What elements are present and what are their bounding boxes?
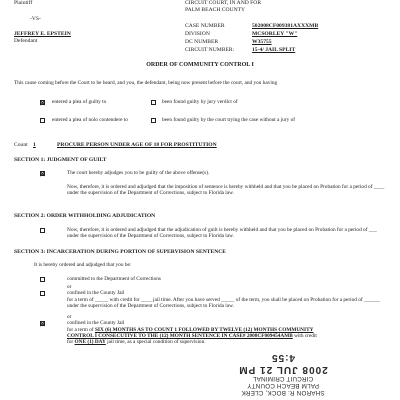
circuit-number-label: CIRCUIT NUMBER:: [185, 47, 235, 53]
defendant-name: JEFFREY E. EPSTEIN: [14, 31, 71, 37]
section-1-paragraph: Now, therefore, it is ordered and adjudged that the imposition of sentence is hereby withheld and that you be placed on Probation for a period of ____ under the supervision of the Department of Corrections, subject to Florida law.: [67, 184, 385, 196]
option-3-pre: for a term of: [67, 327, 94, 333]
order-title: ORDER OF COMMUNITY CONTROL I: [146, 62, 254, 68]
check-county-jail-term[interactable]: [40, 321, 45, 326]
section-3-title: SECTION 3: INCARCERATION DURING PORTION OF SUPERVISION SENTENCE: [14, 249, 227, 255]
dc-number-value: W35755: [252, 39, 272, 45]
stamp-clerk-name: SHARON R. BOCK, CLERK: [241, 389, 325, 396]
section-3-option-2-label: confined in the County Jail: [67, 290, 125, 296]
count-number: 1: [33, 142, 36, 148]
check-withhold-adjudication[interactable]: [40, 228, 45, 233]
option-3-post: jail time, as a special condition of supervision.: [107, 339, 206, 345]
case-number-label: CASE NUMBER: [185, 23, 225, 29]
dc-number-label: DC NUMBER: [185, 39, 219, 45]
section-3-option-3-text: [67, 327, 317, 345]
section-1-check-text: The court hereby adjudges you to be guilty of the above offense(s).: [67, 170, 210, 176]
check-nolo-contendere[interactable]: [40, 118, 45, 123]
court-line-2: PALM BEACH COUNTY: [185, 7, 246, 13]
order-intro: This cause coming before the Court to be heard, and you, the defendant, being now present before the court, and you having: [14, 80, 278, 86]
check-court-trial-label: been found guilty by the court trying the case without a jury of: [162, 117, 295, 123]
count-label: Count: [14, 142, 28, 148]
option-3-mid: with credit for: [67, 333, 317, 345]
section-1-title: SECTION 1: JUDGMENT OF GUILT: [14, 157, 107, 163]
section-3-or-2: or: [67, 314, 72, 320]
division-value: MCSORLEY "W": [252, 31, 298, 37]
circuit-number-value: 15-4/ JAIL SPLIT: [252, 47, 296, 53]
vs-label: -VS-: [30, 16, 41, 22]
option-3-term: SIX (6) MONTHS AS TO COUNT 1 FOLLOWED BY TWELVE (12) MONTHS COMMUNITY CONTROL I CONSECUTIVE TO THE (12) MONTH SENTENCE IN CASE# 2008CF009454AMB: [67, 327, 314, 339]
stamp-county: PALM BEACH COUNTY: [247, 382, 319, 389]
stamp-division: CIRCUIT CRIMINAL: [252, 375, 314, 382]
stamp-date-time: 2008 JUL 21 PM 4:55: [238, 352, 328, 375]
section-3-intro: It is hereby ordered and adjudged that you be:: [34, 262, 132, 268]
court-line-1: CIRCUIT COURT, IN AND FOR: [185, 0, 262, 6]
case-number-value: 502008CF009381AXXXMB: [252, 23, 319, 29]
check-jury-verdict[interactable]: [151, 100, 156, 105]
check-nolo-contendere-label: entered a plea of nolo contendere to: [52, 117, 128, 123]
section-3-option-3-label: confined in the County Jail: [67, 320, 125, 326]
division-label: DIVISION: [185, 31, 210, 37]
count-description: PROCURE PERSON UNDER AGE OF 18 FOR PROSTITUTION: [57, 142, 217, 148]
section-3-option-1: committed to the Department of Corrections: [67, 276, 161, 282]
check-plea-guilty-label: entered a plea of guilty to: [52, 99, 107, 105]
section-3-or-1: or: [67, 284, 72, 290]
check-plea-guilty[interactable]: [40, 100, 45, 105]
section-3-option-2-text: for a term of _____ with credit for ____ jail time. After you have served _____ of the term, you shall be placed on Probation for a period of ______ under the supervision of the Department of Corrections, subject to Florida law.: [67, 297, 380, 309]
option-3-credit: ONE (1) DAY: [74, 339, 106, 345]
check-adjudged-guilty[interactable]: [40, 171, 45, 176]
check-court-trial[interactable]: [151, 118, 156, 123]
defendant-label: Defendant: [14, 38, 38, 44]
section-2-title: SECTION 2: ORDER WITHHOLDING ADJUDICATION: [14, 213, 156, 219]
check-committed-doc[interactable]: [40, 277, 45, 282]
check-county-jail-split[interactable]: [40, 291, 45, 296]
check-jury-verdict-label: been found guilty by jury verdict of: [162, 99, 238, 105]
clerk-filing-stamp: [228, 344, 338, 396]
section-2-paragraph: Now, therefore, it is ordered and adjudged that the adjudication of guilt is hereby withheld and that you be placed on Probation for a period of ___ under the supervision of the Department of Corrections, subject to Florida law.: [67, 227, 377, 239]
plaintiff-label: Plaintiff: [14, 0, 33, 6]
